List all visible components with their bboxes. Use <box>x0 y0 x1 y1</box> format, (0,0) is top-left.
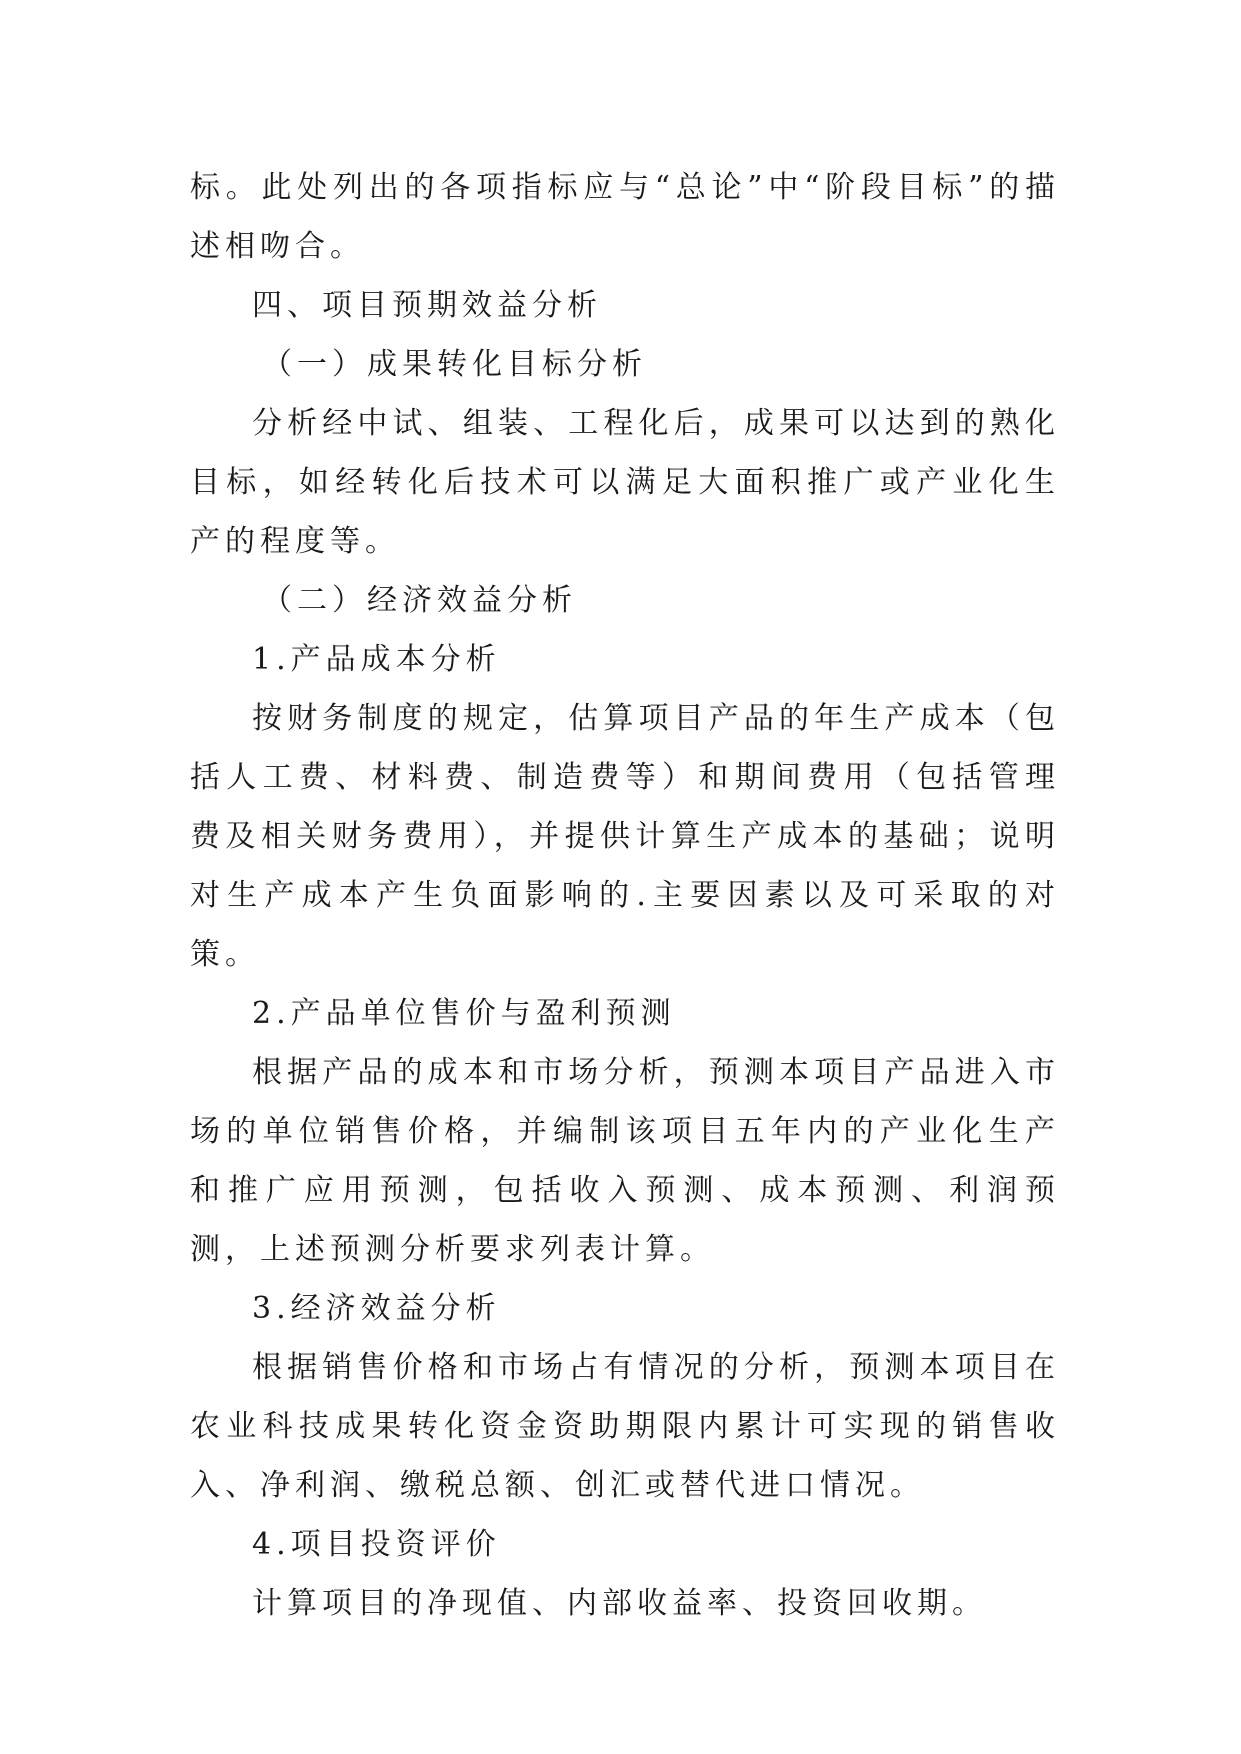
subsection-heading: （一）成果转化目标分析 <box>262 347 647 382</box>
item-heading: 4.项目投资评价 <box>252 1527 501 1562</box>
subsection-heading: （二）经济效益分析 <box>262 583 577 618</box>
body-paragraph: 计算项目的净现值、内部收益率、投资回收期。 <box>252 1586 987 1621</box>
body-paragraph: 根据产品的成本和市场分析，预测本项目产品进入市场的单位销售价格，并编制该项目五年内的产业化生产和推广应用预测，包括收入预测、成本预测、利润预测，上述预测分析要求列表计算。 <box>190 1055 1060 1267</box>
document-body <box>190 158 1060 1633</box>
item-heading: 2.产品单位售价与盈利预测 <box>252 996 676 1031</box>
body-paragraph: 按财务制度的规定，估算项目产品的年生产成本（包括人工费、材料费、制造费等）和期间费用（包括管理费及相关财务费用），并提供计算生产成本的基础；说明对生产成本产生负面影响的.主要因素以及可采取的对策。 <box>190 701 1060 972</box>
section-heading: 四、项目预期效益分析 <box>252 288 602 323</box>
body-paragraph: 根据销售价格和市场占有情况的分析，预测本项目在农业科技成果转化资金资助期限内累计可实现的销售收入、净利润、缴税总额、创汇或替代进口情况。 <box>190 1350 1060 1503</box>
item-heading: 1.产品成本分析 <box>252 642 501 677</box>
body-paragraph: 分析经中试、组装、工程化后，成果可以达到的熟化目标，如经转化后技术可以满足大面积推广或产业化生产的程度等。 <box>190 406 1060 559</box>
item-heading: 3.经济效益分析 <box>252 1291 501 1326</box>
continued-paragraph: 标。此处列出的各项指标应与“总论”中“阶段目标”的描述相吻合。 <box>190 170 1060 264</box>
